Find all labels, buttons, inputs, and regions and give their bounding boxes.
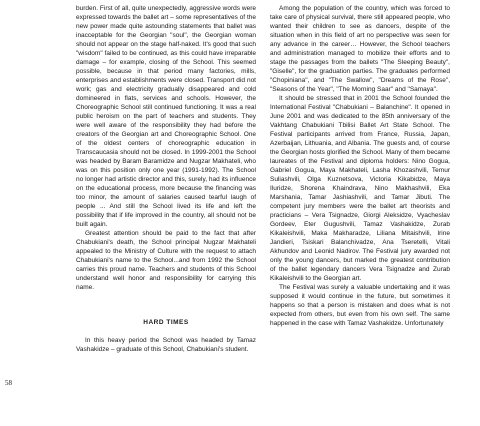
right-column	[270, 4, 450, 328]
left-column	[76, 4, 256, 354]
left-paragraph-3: In this heavy period the School was headed by Tamaz Vashakidze – graduate of this School, Chabukiani's student.	[76, 337, 256, 353]
section-heading: HARD TIMES	[143, 319, 189, 326]
left-paragraph-2: Greatest attention should be paid to the fact that after Chabukiani's death, the School principal Nugzar Makhateli appealed to the Ministry of Culture with the request to attach Chabukiani's name to the School...and from 1992 the School carries this proud name. Teachers and students of this School understand well honor and responsibility for carrying this name.	[76, 230, 256, 291]
page-number: 58	[5, 379, 12, 387]
right-paragraph-1: Among the population of the country, which was forced to take care of physical survival, there still appeared people, who wanted their children to see as dancers, despite of the situation when in this field of art no perspective was seen for any advance in the career… However, the School teachers and administration managed to mobilize their efforts and to stage the passages from the ballets "The Sleeping Beauty", "Giselle", for the graduation parties. The graduates performed "Chopiniana", and "The Swallow", "Dreams of the Rose", "Seasons of the Year", "The Morning Saar" and "Samaya".	[270, 5, 450, 93]
right-paragraph-3: The Festival was surely a valuable undertaking and it was supposed it would continue in the future, but sometimes it happens so that a person is mistaken and does what is not expected from others, but even from his own self. The same happened in the case with Tamaz Vashakidze. Unfortunately	[270, 284, 450, 327]
left-paragraph-1: burden. First of all, quite unexpectedly, aggressive words were expressed towards the ballet art – some representatives of the new power made quite astounding statements that ballet was inacceptable for the Georgian "soul", the Georgian woman should not appear on the stage half-naked. It's good that such "wisdom" failed to be continued, as this could have irreparable damage – for example, closing of the School. This seemed possible, because in that period many factories, mills, enterprises and establishments were closed. Transport did not work; gas and electricity gradually disappeared and cold domineered in flats, services and schools. However, the Choreographic School still continued functioning. It was a real public heroism on the part of teachers and students. They were well aware of the responsibility they had before the creators of the Georgian art and Choreographic School. One of the oldest centers of choreographic education in Transcaucasia should not be closed. In 1999-2001 the School was headed by Baram Baramidze and Nugzar Makhateli, who was on this position only one year (1991-1992). The School no longer had artistic director and this, surely, had its influence on the educational process, more because the financing was too minor, the amount of salaries caused tearful laugh of people ... And still the School lived its life and left the possibility that if life improved in the country, all should not be built again.	[76, 5, 256, 228]
right-paragraph-2: It should be stressed that in 2001 the School founded the International Festival "Chabukiani – Balanchine". It opened in June 2001 and was dedicated to the 85th anniversary of the Vakhtang Chabukiani Tbilisi Ballet Art State School. The Festival participants arrived from France, Russia, Japan, Azerbaijan, Lithuania, and Albania. The guests and, of course the Georgian hosts glorified the School. Many of them became laureates of the Festival and diploma holders: Nino Gogua, Gabriel Gogua, Maya Makhateli, Lasha Khozashvili, Temur Suliashvili, Olga Kuznetsova, Victoria Kikabidze, Maya Iluridze, Shorena Khaindrava, Nino Makhashvili, Eka Marshania, Tamar Jashiashvili, and Tamar Jibuti. The competent jury members were the ballet art theorists and practicians – Vera Tsignadze, Giorgi Aleksidze, Vyacheslav Gordeev, Eter Gugushvili, Tamaz Vashakidze, Zurab Kikaleishvili, Maka Makharadze, Liliana Mitaishvili, Irine Jandieri, Tsiskari Balanchivadze, Ana Tseretelli, Vitali Akhundov and Leonid Nadirov. The Festival jury awarded not only the young dancers, but marked the greatest contribution of the ballet legendary dancers Vera Tsignadze and Zurab Kikaleishvili to the Georgian art.	[270, 95, 450, 282]
